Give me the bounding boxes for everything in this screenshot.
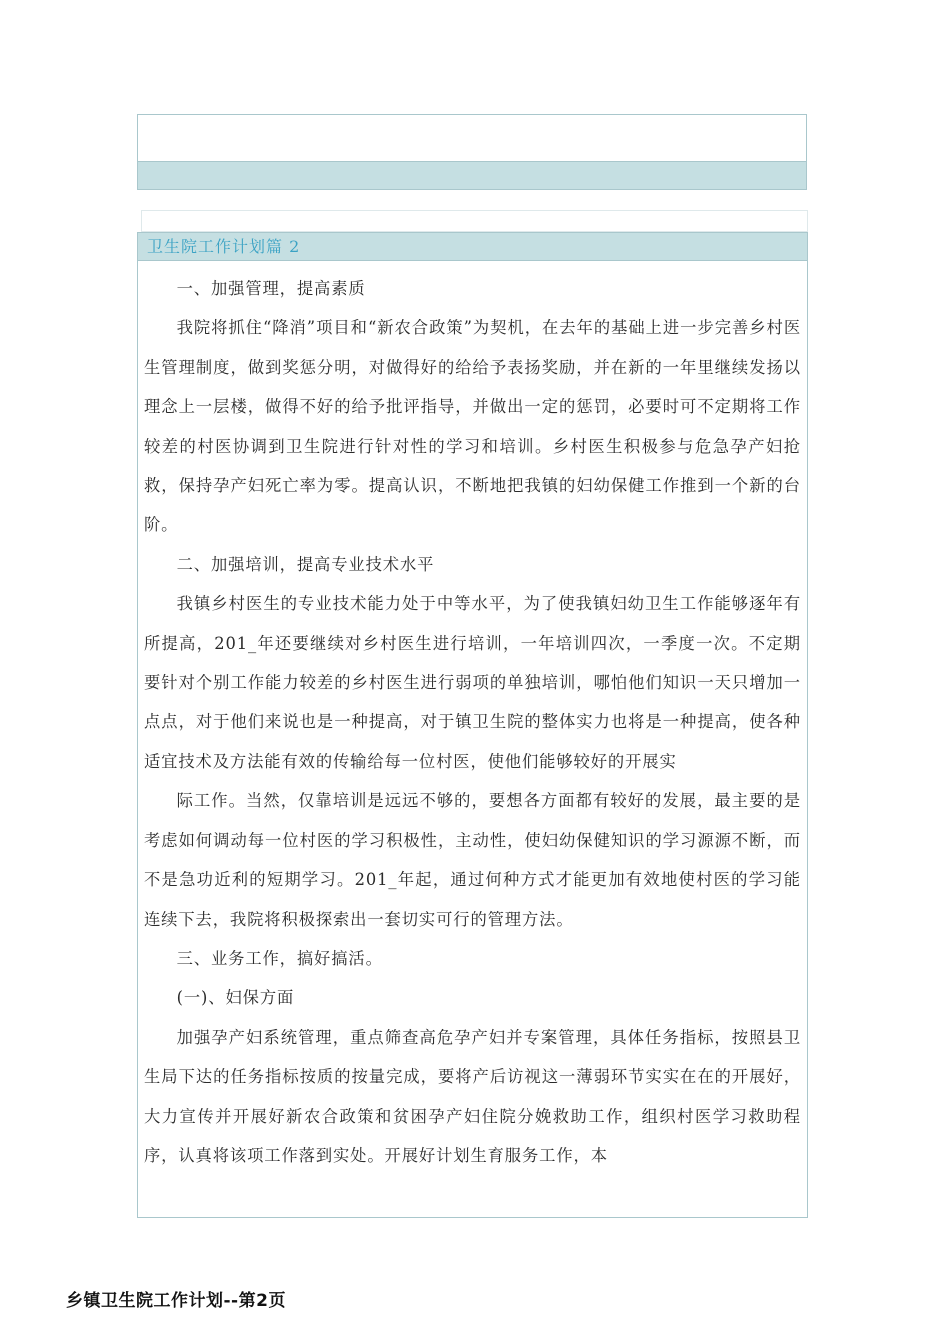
subheading-1: (一)、妇保方面 (176, 988, 295, 1008)
heading-3: 三、业务工作，搞好搞活。 (176, 948, 383, 968)
top-table-header-band (138, 161, 806, 189)
paragraph-1: 我院将抓住“降消”项目和“新农合政策”为契机，在去年的基础上进一步完善乡村医生管理制度，做到奖惩分明，对做得好的给给予表扬奖励，并在新的一年里继续发扬以理念上一层楼，做得不好的给予批评指导，并做出一定的惩罚，必要时可不定期将工作较差的村医协调到卫生院进行针对性的学习和培训。乡村医生积极参与危急孕产妇抢救，保持孕产妇死亡率为零。提高认识，不断地把我镇的妇幼保健工作推到一个新的台阶。 (144, 318, 801, 535)
heading-2: 二、加强培训，提高专业技术水平 (176, 554, 435, 574)
separator-strip (141, 210, 808, 232)
section-title: 卫生院工作计划篇 2 (138, 233, 807, 261)
top-table-box (137, 114, 807, 190)
heading-1: 一、加强管理，提高素质 (176, 279, 366, 298)
paragraph-3: 际工作。当然，仅靠培训是远远不够的，要想各方面都有较好的发展，最主要的是考虑如何调动每一位村医的学习积极性，主动性，使妇幼保健知识的学习源源不断，而不是急功近利的短期学习。201_年起，通过何种方式才能更加有效地使村医的学习能连续下去，我院将积极探索出一套切实可行的管理方法。 (144, 791, 801, 929)
paragraph-4: 加强孕产妇系统管理，重点筛查高危孕产妇并专案管理，具体任务指标，按照县卫生局下达的任务指标按质的按量完成，要将产后访视这一薄弱环节实实在在的开展好，大力宣传并开展好新农合政策和贫困孕产妇住院分娩救助工作，组织村医学习救助程序，认真将该项工作落到实处。开展好计划生育服务工作，本 (144, 1027, 801, 1165)
section-content (138, 261, 807, 1175)
section-table (137, 232, 808, 1218)
page-footer: 乡镇卫生院工作计划--第2页 (66, 1291, 286, 1311)
paragraph-2: 我镇乡村医生的专业技术能力处于中等水平，为了使我镇妇幼卫生工作能够逐年有所提高，201_年还要继续对乡村医生进行培训，一年培训四次，一季度一次。不定期要针对个别工作能力较差的乡村医生进行弱项的单独培训，哪怕他们知识一天只增加一点点，对于他们来说也是一种提高，对于镇卫生院的整体实力也将是一种提高，使各种适宜技术及方法能有效的传输给每一位村医，使他们能够较好的开展实 (144, 594, 801, 771)
